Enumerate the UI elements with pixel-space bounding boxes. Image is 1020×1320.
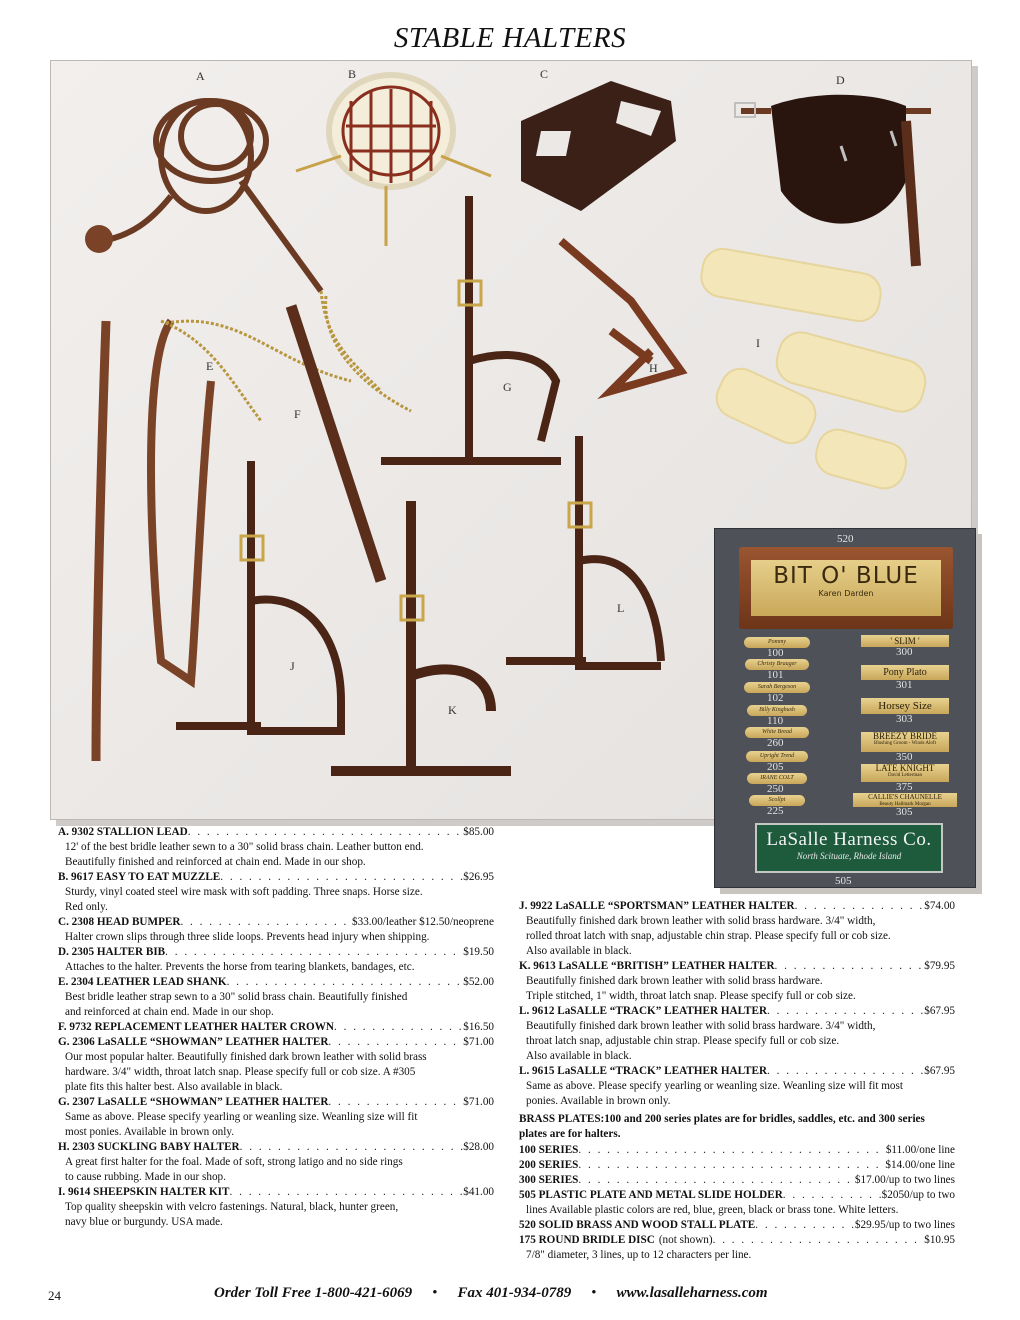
plate-text: Pony Plato bbox=[883, 667, 927, 678]
product-name: L. 9612 LaSALLE “TRACK” LEATHER HALTER bbox=[519, 1005, 768, 1017]
product-heading bbox=[58, 1035, 494, 1050]
leader-dots bbox=[783, 1188, 882, 1203]
plate-number: 375 bbox=[896, 781, 913, 793]
product-name: A. 9302 STALLION LEAD bbox=[58, 826, 188, 838]
name-plate-260: White Bread bbox=[745, 727, 809, 738]
product-heading bbox=[58, 1020, 494, 1035]
plate-subtext: Blushing Groom - Winds Aloft bbox=[874, 741, 936, 746]
product-entry bbox=[58, 975, 494, 1020]
product-name-suffix: (not shown) bbox=[658, 1234, 713, 1246]
product-price: $52.00 bbox=[463, 976, 494, 988]
muzzle-image bbox=[296, 75, 491, 246]
stall-plate-owner: Karen Darden bbox=[818, 589, 874, 598]
name-plate-205: Upright Trend bbox=[746, 751, 808, 762]
showman-halter-image bbox=[381, 196, 561, 461]
product-description: most ponies. Available in brown only. bbox=[65, 1126, 235, 1138]
product-description: Sturdy, vinyl coated steel wire mask with soft padding. Three snaps. Horse size. bbox=[65, 886, 423, 898]
leader-dots bbox=[578, 1143, 885, 1158]
product-price: $79.95 bbox=[924, 960, 955, 972]
leader-dots bbox=[755, 1218, 855, 1233]
product-heading bbox=[58, 870, 494, 885]
photo-label-k: K bbox=[448, 703, 457, 717]
halter-crown-image bbox=[291, 306, 381, 581]
product-entry bbox=[519, 959, 955, 1004]
product-name: D. 2305 HALTER BIB bbox=[58, 946, 166, 958]
photo-label-g: G bbox=[503, 380, 512, 394]
plate-number: 225 bbox=[767, 805, 784, 817]
footer-phone: Order Toll Free 1-800-421-6069 bbox=[214, 1285, 413, 1301]
product-description: hardware. 3/4" width, throat latch snap. Please specify full or cob size. A #305 bbox=[65, 1066, 416, 1078]
photo-label-l: L bbox=[617, 601, 625, 615]
product-heading bbox=[519, 899, 955, 914]
product-entry bbox=[58, 1020, 494, 1035]
product-entry bbox=[58, 1185, 494, 1230]
photo-label-h: H bbox=[649, 361, 658, 375]
product-description: Halter crown slips through three slide loops. Prevents head injury when shipping. bbox=[65, 931, 430, 943]
product-heading bbox=[519, 1188, 955, 1203]
product-name: 175 ROUND BRIDLE DISC bbox=[519, 1234, 655, 1246]
product-description: Same as above. Please specify yearling or weanling size. Weanling size will fit bbox=[65, 1111, 418, 1123]
product-description: to cause rubbing. Made in our shop. bbox=[65, 1171, 226, 1183]
stall-plate-name: BIT O' BLUE bbox=[773, 563, 919, 589]
halter-bib-image bbox=[735, 95, 931, 266]
product-entry bbox=[519, 1143, 955, 1158]
leader-dots bbox=[713, 1233, 925, 1248]
photo-label-e: E bbox=[206, 359, 214, 373]
product-heading bbox=[519, 1173, 955, 1188]
slide-holder-location: North Scituate, Rhode Island bbox=[796, 851, 902, 861]
product-name: B. 9617 EASY TO EAT MUZZLE bbox=[58, 871, 221, 883]
product-entry bbox=[519, 1218, 955, 1233]
plate-number: 300 bbox=[896, 646, 913, 658]
product-name: G. 2306 LaSALLE “SHOWMAN” LEATHER HALTER bbox=[58, 1036, 329, 1048]
product-description: Also available in black. bbox=[526, 945, 632, 957]
leader-dots bbox=[180, 915, 352, 930]
product-description: Also available in black. bbox=[526, 1050, 632, 1062]
product-price: $16.50 bbox=[463, 1021, 494, 1033]
footer-website[interactable]: www.lasalleharness.com bbox=[616, 1285, 768, 1301]
product-name: I. 9614 SHEEPSKIN HALTER KIT bbox=[58, 1186, 230, 1198]
sheepskin-kit-image bbox=[698, 246, 930, 493]
leader-dots bbox=[775, 959, 925, 974]
product-entry bbox=[58, 1140, 494, 1185]
product-entry bbox=[58, 1035, 494, 1095]
stallion-lead-image bbox=[101, 101, 321, 291]
leader-dots bbox=[227, 975, 464, 990]
leader-dots bbox=[795, 899, 925, 914]
product-heading bbox=[58, 975, 494, 990]
product-price: $14.00/one line bbox=[885, 1159, 955, 1171]
product-price: $71.00 bbox=[463, 1096, 494, 1108]
product-description: Our most popular halter. Beautifully finished dark brown leather with solid brass bbox=[65, 1051, 427, 1063]
product-description: Best bridle leather strap sewn to a 30" solid brass chain. Beautifully finished bbox=[65, 991, 408, 1003]
right-product-list bbox=[519, 899, 955, 1263]
page-number: 24 bbox=[48, 1288, 61, 1303]
name-plate-110: Billy Kingbush bbox=[747, 705, 807, 716]
photo-label-a: A bbox=[196, 69, 205, 83]
product-name: E. 2304 LEATHER LEAD SHANK bbox=[58, 976, 227, 988]
product-entry bbox=[519, 1158, 955, 1173]
left-product-list bbox=[58, 825, 494, 1230]
product-price: $28.00 bbox=[463, 1141, 494, 1153]
product-price: $2050/up to two bbox=[881, 1189, 955, 1201]
leader-dots bbox=[328, 1035, 463, 1050]
product-heading bbox=[58, 1140, 494, 1155]
slide-holder-number: 505 bbox=[835, 875, 852, 887]
name-plate-250: IRANE COLT bbox=[747, 773, 807, 784]
slide-holder-name: LaSalle Harness Co. bbox=[766, 829, 932, 850]
product-description: Beautifully finished dark brown leather with solid brass hardware. 3/4" width, bbox=[526, 1020, 876, 1032]
product-name: 300 SERIES bbox=[519, 1174, 579, 1186]
product-name: C. 2308 HEAD BUMPER bbox=[58, 916, 181, 928]
plate-text: BREEZY BRIDE bbox=[873, 732, 937, 741]
leader-dots bbox=[767, 1064, 924, 1079]
name-plate-301 bbox=[861, 665, 949, 680]
product-price: $41.00 bbox=[463, 1186, 494, 1198]
plate-number: 350 bbox=[896, 751, 913, 763]
product-description: navy blue or burgundy. USA made. bbox=[65, 1216, 223, 1228]
product-entry bbox=[519, 1064, 955, 1109]
product-entry bbox=[58, 945, 494, 975]
product-name: 100 SERIES bbox=[519, 1144, 579, 1156]
product-name: F. 9732 REPLACEMENT LEATHER HALTER CROWN bbox=[58, 1021, 335, 1033]
product-heading bbox=[519, 959, 955, 974]
product-description: Beautifully finished dark brown leather with solid brass hardware. 3/4" width, bbox=[526, 915, 876, 927]
photo-label-b: B bbox=[348, 67, 357, 81]
suckling-halter-image bbox=[561, 241, 681, 391]
product-name: 520 SOLID BRASS AND WOOD STALL PLATE bbox=[519, 1219, 756, 1231]
product-heading bbox=[519, 1143, 955, 1158]
product-entry bbox=[58, 825, 494, 870]
british-halter-image bbox=[331, 501, 511, 771]
leather-button-image bbox=[85, 225, 113, 253]
page-title: STABLE HALTERS bbox=[393, 22, 627, 54]
leader-dots bbox=[767, 1004, 924, 1019]
product-heading bbox=[58, 915, 494, 930]
plate-number: 101 bbox=[767, 669, 784, 681]
product-heading bbox=[519, 1218, 955, 1233]
product-description: Red only. bbox=[65, 901, 108, 913]
plate-number: 305 bbox=[896, 806, 913, 818]
name-plate-305 bbox=[853, 793, 957, 807]
product-entry bbox=[519, 1004, 955, 1064]
stall-plate bbox=[739, 547, 953, 629]
brass-plates-panel bbox=[714, 528, 976, 888]
plate-text: Horsey Size bbox=[878, 700, 932, 712]
product-entry bbox=[58, 915, 494, 945]
footer-fax: Fax 401-934-0789 bbox=[457, 1285, 572, 1301]
product-name: L. 9615 LaSALLE “TRACK” LEATHER HALTER bbox=[519, 1065, 768, 1077]
leader-dots bbox=[165, 945, 463, 960]
product-heading bbox=[58, 1095, 494, 1110]
product-description: 7/8" diameter, 3 lines, up to 12 characters per line. bbox=[526, 1249, 752, 1261]
product-heading bbox=[58, 945, 494, 960]
photo-label-i: I bbox=[756, 336, 760, 350]
product-heading bbox=[519, 1233, 955, 1248]
leader-dots bbox=[188, 825, 464, 840]
plate-subtext: David Letterman bbox=[887, 773, 922, 778]
head-bumper-image bbox=[521, 81, 676, 211]
name-plate-225: Scollpt bbox=[749, 795, 805, 806]
product-description: rolled throat latch with snap, adjustable chin strap. Please specify full or cob size. bbox=[526, 930, 891, 942]
product-description: Same as above. Please specify yearling or weanling size. Weanling size will fit most bbox=[526, 1080, 903, 1092]
track-halter-image bbox=[506, 436, 661, 666]
product-description: throat latch snap, adjustable chin strap. Please specify full or cob size. bbox=[526, 1035, 840, 1047]
product-price: $29.95/up to two lines bbox=[854, 1219, 955, 1231]
leader-dots bbox=[220, 870, 463, 885]
brass-plates-intro: BRASS PLATES:100 and 200 series plates are for bridles, saddles, etc. and 300 series plates are for halters. bbox=[519, 1113, 925, 1140]
product-entry bbox=[519, 1233, 955, 1263]
product-entry bbox=[519, 899, 955, 959]
product-description: Attaches to the halter. Prevents the horse from tearing blankets, bandages, etc. bbox=[65, 961, 415, 973]
plate-number: 260 bbox=[767, 737, 784, 749]
leader-dots bbox=[240, 1140, 464, 1155]
plate-number: 102 bbox=[767, 692, 784, 704]
product-description: Top quality sheepskin with velcro fastenings. Natural, black, hunter green, bbox=[65, 1201, 399, 1213]
product-description: A great first halter for the foal. Made of soft, strong latigo and no side rings bbox=[65, 1156, 403, 1168]
footer bbox=[214, 1285, 768, 1302]
product-price: $19.50 bbox=[463, 946, 494, 958]
product-price: $33.00/leather $12.50/neoprene bbox=[352, 916, 494, 928]
slide-holder-plate bbox=[755, 823, 943, 873]
product-description: lines Available plastic colors are red, blue, green, black or brass tone. White letters. bbox=[526, 1204, 899, 1216]
stall-plate-number: 520 bbox=[837, 533, 854, 545]
product-price: $67.95 bbox=[924, 1005, 955, 1017]
product-price: $17.00/up to two lines bbox=[854, 1174, 955, 1186]
product-description: 12' of the best bridle leather sewn to a 30" solid brass chain. Leather button end. bbox=[65, 841, 424, 853]
product-name: K. 9613 LaSALLE “BRITISH” LEATHER HALTER bbox=[519, 960, 775, 972]
photo-label-c: C bbox=[540, 67, 549, 81]
photo-label-d: D bbox=[836, 73, 845, 87]
leader-dots bbox=[578, 1173, 855, 1188]
brass-chain-a bbox=[321, 291, 411, 411]
footer-separator: • bbox=[432, 1285, 438, 1301]
product-heading bbox=[519, 1158, 955, 1173]
product-heading bbox=[519, 1064, 955, 1079]
product-price: $26.95 bbox=[463, 871, 494, 883]
leader-dots bbox=[230, 1185, 464, 1200]
product-entry bbox=[58, 1095, 494, 1140]
product-description: Beautifully finished and reinforced at chain end. Made in our shop. bbox=[65, 856, 366, 868]
product-entry bbox=[519, 1173, 955, 1188]
name-plate-100: Pommy bbox=[744, 637, 810, 648]
photo-label-f: F bbox=[294, 407, 301, 421]
product-name: 505 PLASTIC PLATE AND METAL SLIDE HOLDER bbox=[519, 1189, 783, 1201]
plate-text: ' SLIM ' bbox=[890, 636, 920, 646]
photo-label-j: J bbox=[290, 659, 295, 673]
name-plate-102: Sarah Bergeson bbox=[744, 682, 810, 693]
plate-number: 100 bbox=[767, 647, 784, 659]
leader-dots bbox=[578, 1158, 885, 1173]
plate-subtext: Beauty Hallmark Morgan bbox=[879, 802, 931, 807]
name-plate-350 bbox=[861, 732, 949, 752]
plate-number: 250 bbox=[767, 783, 784, 795]
product-price: $11.00/one line bbox=[885, 1144, 955, 1156]
product-description: plate fits this halter best. Also available in black. bbox=[65, 1081, 283, 1093]
product-heading bbox=[58, 825, 494, 840]
product-entry bbox=[519, 1188, 955, 1218]
product-description: ponies. Available in brown only. bbox=[526, 1095, 671, 1107]
product-name: H. 2303 SUCKLING BABY HALTER bbox=[58, 1141, 240, 1153]
plate-number: 303 bbox=[896, 713, 913, 725]
plate-text: LATE KNIGHT bbox=[875, 764, 935, 773]
plate-number: 301 bbox=[896, 679, 913, 691]
product-description: and reinforced at chain end. Made in our shop. bbox=[65, 1006, 274, 1018]
product-price: $71.00 bbox=[463, 1036, 494, 1048]
leader-dots bbox=[334, 1020, 463, 1035]
plate-number: 110 bbox=[767, 715, 784, 727]
product-name: G. 2307 LaSALLE “SHOWMAN” LEATHER HALTER bbox=[58, 1096, 329, 1108]
product-price: $74.00 bbox=[924, 900, 955, 912]
product-description: Beautifully finished dark brown leather with solid brass hardware. bbox=[526, 975, 823, 987]
plate-number: 205 bbox=[767, 761, 784, 773]
product-heading bbox=[519, 1004, 955, 1019]
product-price: $85.00 bbox=[463, 826, 494, 838]
name-plate-101: Christy Brauger bbox=[745, 659, 809, 670]
product-heading bbox=[58, 1185, 494, 1200]
plate-text: CALLIE'S CHAUNELLE bbox=[868, 793, 942, 801]
product-price: $67.95 bbox=[924, 1065, 955, 1077]
product-entry bbox=[58, 870, 494, 915]
name-plate-375 bbox=[861, 764, 949, 782]
footer-separator: • bbox=[591, 1285, 597, 1301]
product-name: 200 SERIES bbox=[519, 1159, 579, 1171]
name-plate-303 bbox=[861, 698, 949, 714]
product-name: J. 9922 LaSALLE “SPORTSMAN” LEATHER HALTER bbox=[519, 900, 795, 912]
product-price: $10.95 bbox=[924, 1234, 955, 1246]
leader-dots bbox=[328, 1095, 463, 1110]
product-description: Triple stitched, 1" width, throat latch snap. Please specify full or cob size. bbox=[526, 990, 856, 1002]
